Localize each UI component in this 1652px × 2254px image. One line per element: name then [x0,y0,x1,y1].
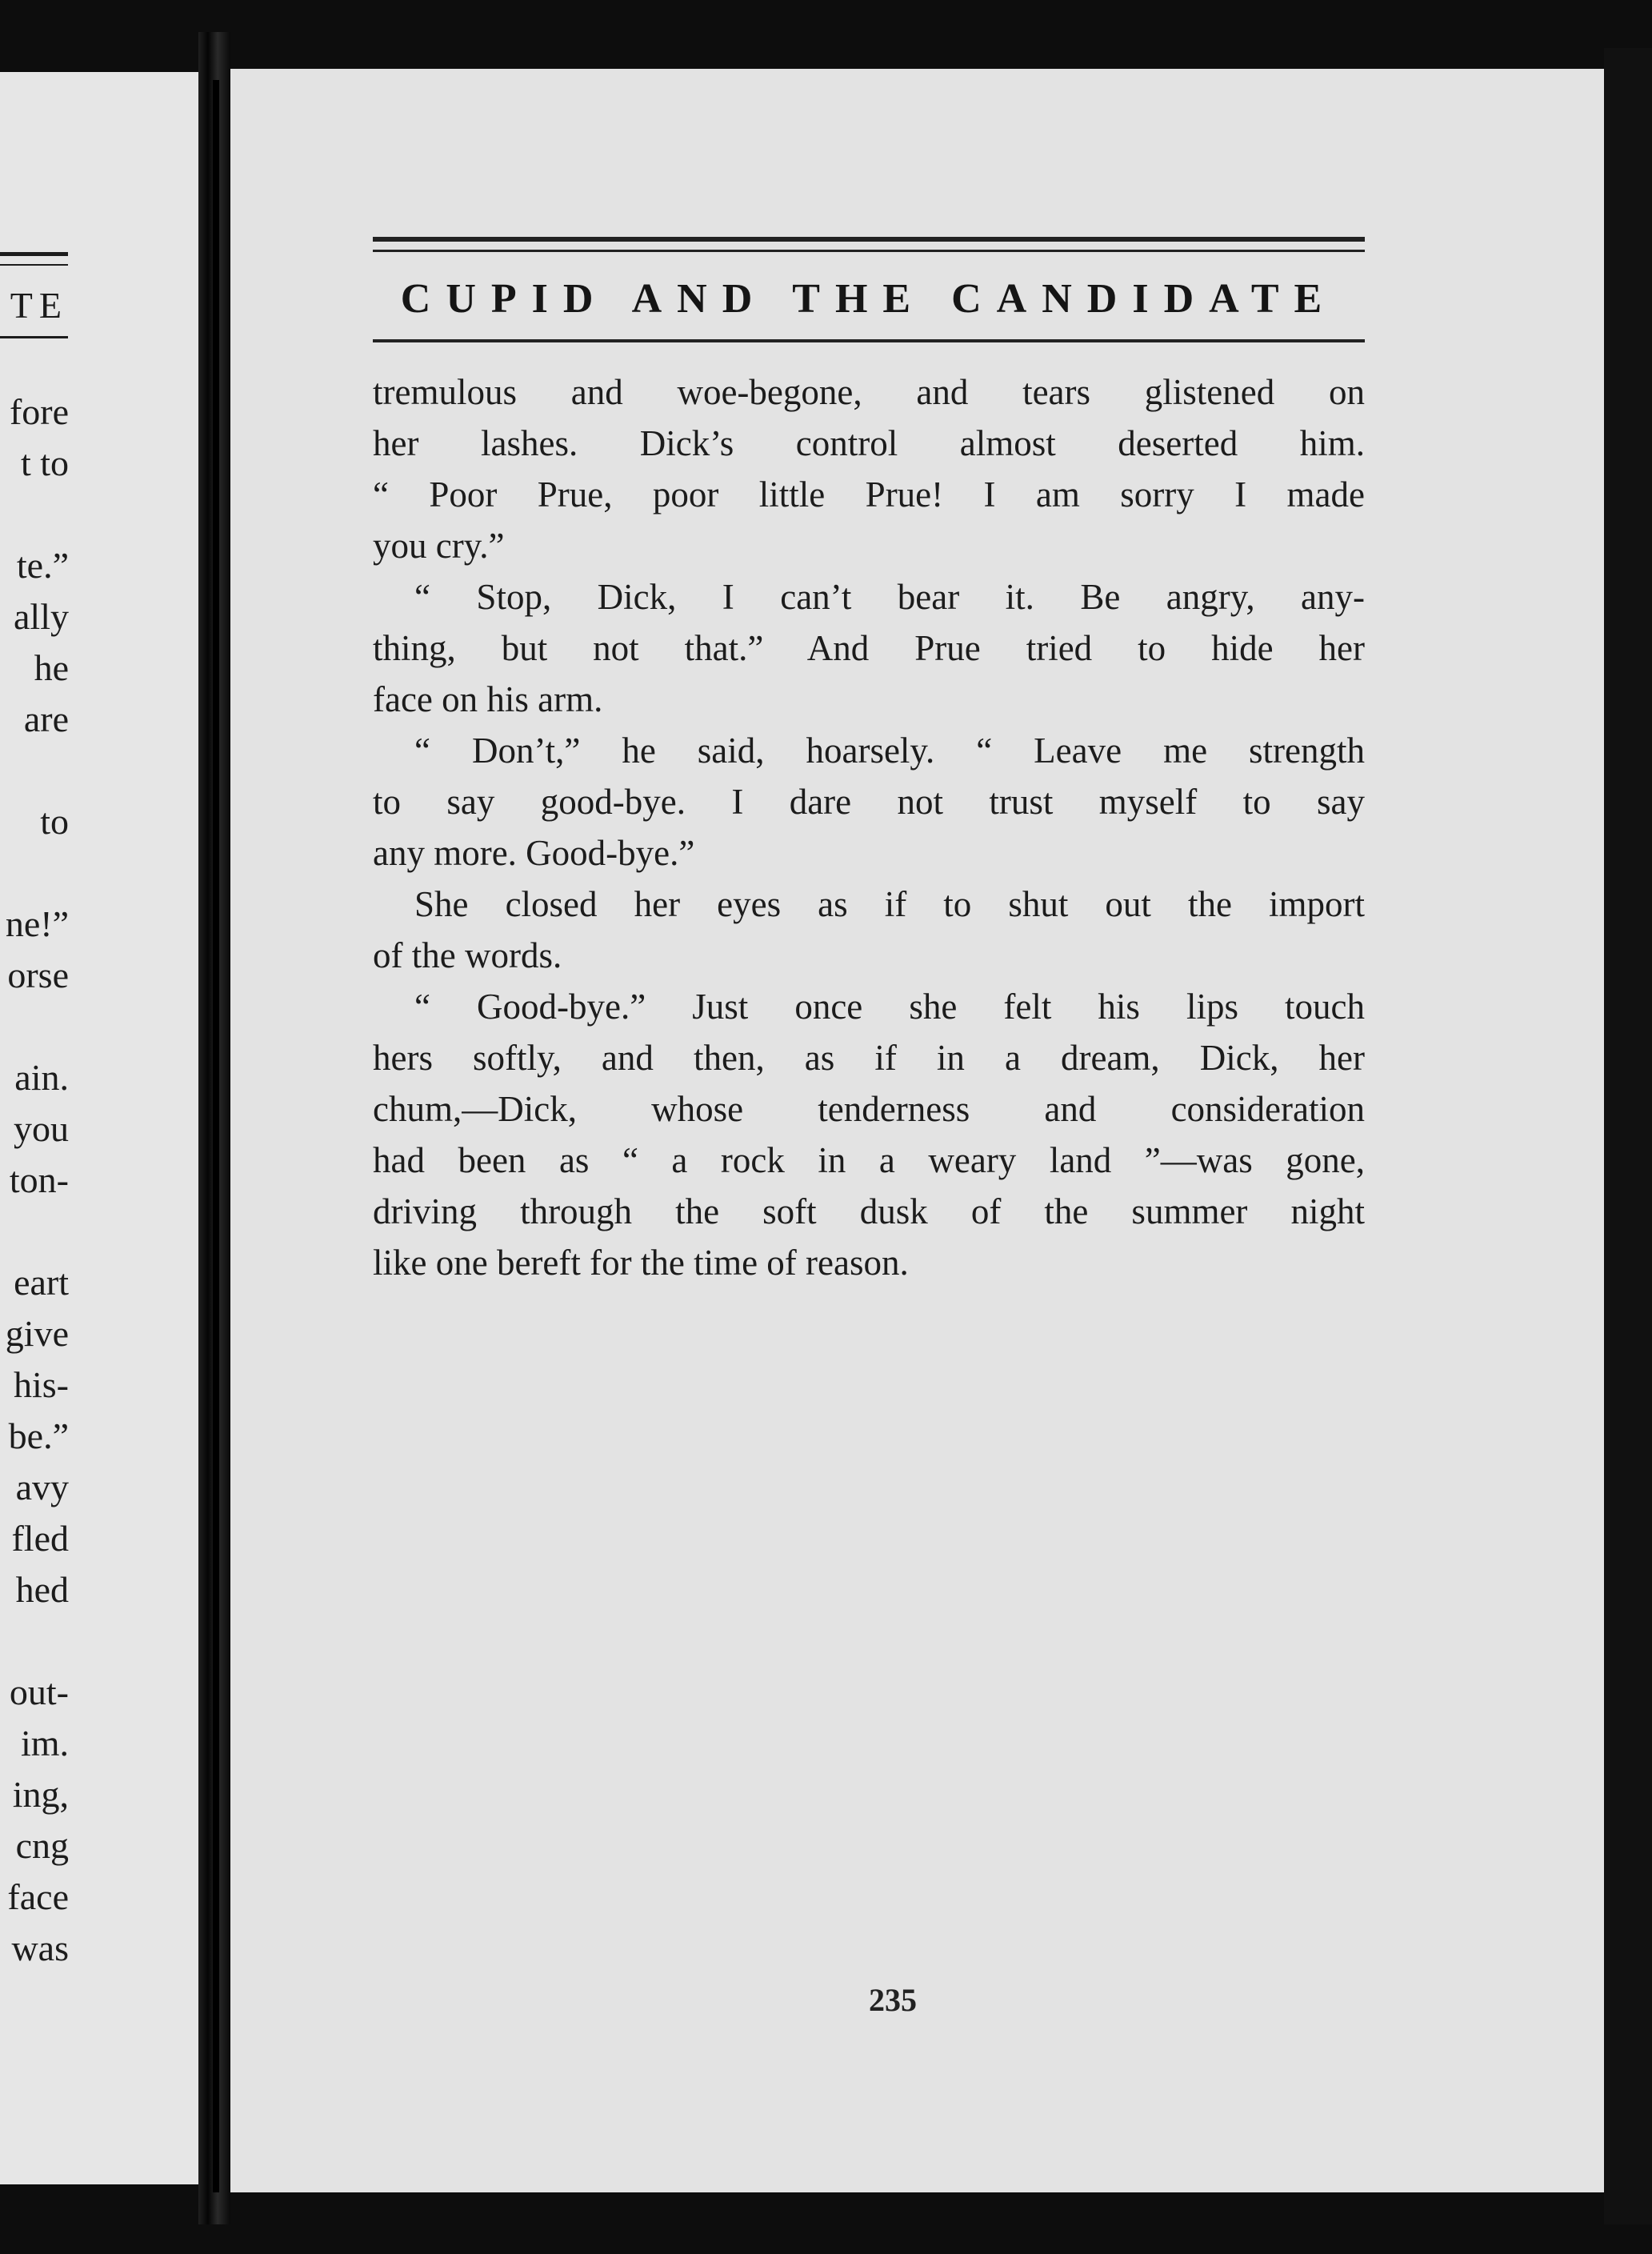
header-rule-thin [373,250,1365,252]
text-line: She closed her eyes as if to shut out the import [414,884,1365,924]
text-line: like one bereft for the time of reason. [373,1243,909,1283]
text-line: thing, but not that.” And Prue tried to hide her [373,628,1365,668]
header-rule-thick [373,237,1365,242]
text-line-fragment: was [11,1928,69,1968]
text-line-fragment: you [14,1108,69,1149]
text-line-fragment: ain. [14,1057,69,1098]
text-line-fragment: out- [9,1671,69,1712]
text-line-fragment: ing, [12,1774,69,1815]
text-line-fragment: hed [15,1569,69,1610]
text-line-fragment: t to [20,442,69,483]
text-line: her lashes. Dick’s control almost deserted him. [373,423,1365,463]
binding-shadow [213,80,219,2192]
text-line-fragment [0,1615,69,1667]
page-body [373,366,1365,1288]
previous-page-text [0,386,69,1974]
previous-page-fragment [0,72,198,2184]
text-line-fragment: ton- [9,1159,69,1200]
running-head-fragment: TE [10,285,68,326]
text-line-fragment: face [7,1876,69,1917]
book-page [230,69,1604,2192]
text-line-fragment: fore [9,391,69,432]
text-line: driving through the soft dusk of the summer night [373,1191,1365,1231]
text-line-fragment: be.” [8,1415,69,1456]
running-head: CUPID AND THE CANDIDATE [400,276,1338,322]
scan-border [1604,48,1652,2224]
text-line-fragment: he [34,647,69,688]
text-line-fragment [0,847,69,899]
text-line-fragment: cng [15,1825,69,1866]
header-rule [0,264,68,266]
text-line-fragment: fled [11,1518,69,1559]
text-line: to say good-bye. I dare not trust myself to say [373,782,1365,822]
text-line-fragment: his- [14,1364,69,1405]
text-line: any more. Good-bye.” [373,833,695,873]
text-line: chum,—Dick, whose tenderness and consideration [373,1089,1365,1129]
text-line: tremulous and woe-begone, and tears glistened on [373,372,1365,412]
text-line-fragment: te.” [16,545,69,586]
page-number: 235 [869,1982,917,2018]
text-line: hers softly, and then, as if in a dream, Dick, her [373,1038,1365,1078]
text-line-fragment [0,1206,69,1257]
text-line: “ Good-bye.” Just once she felt his lips touch [414,987,1365,1027]
text-line-fragment: avy [15,1467,69,1507]
text-line-fragment: give [5,1313,69,1354]
text-line: of the words. [373,935,562,975]
text-line: “ Poor Prue, poor little Prue! I am sorry I made [373,474,1365,514]
text-line-fragment: eart [14,1262,69,1303]
text-line: had been as “ a rock in a weary land ”—was gone, [373,1140,1365,1180]
text-line-fragment: ne!” [5,903,69,944]
text-line-fragment: orse [7,955,69,995]
text-line-fragment [0,489,69,540]
header-rule [0,252,68,256]
text-line-fragment: ally [14,596,69,637]
text-line: “ Don’t,” he said, hoarsely. “ Leave me strength [414,731,1365,771]
text-line: “ Stop, Dick, I can’t bear it. Be angry, any- [414,577,1365,617]
header-underline [0,336,68,338]
text-line-fragment: are [23,699,69,739]
text-line: face on his arm. [373,679,603,719]
text-line-fragment: im. [20,1723,69,1764]
text-line-fragment [0,1001,69,1052]
text-line: you cry.” [373,526,505,566]
header-underline [373,339,1365,342]
text-line-fragment [0,745,69,796]
text-line-fragment: to [40,801,69,842]
